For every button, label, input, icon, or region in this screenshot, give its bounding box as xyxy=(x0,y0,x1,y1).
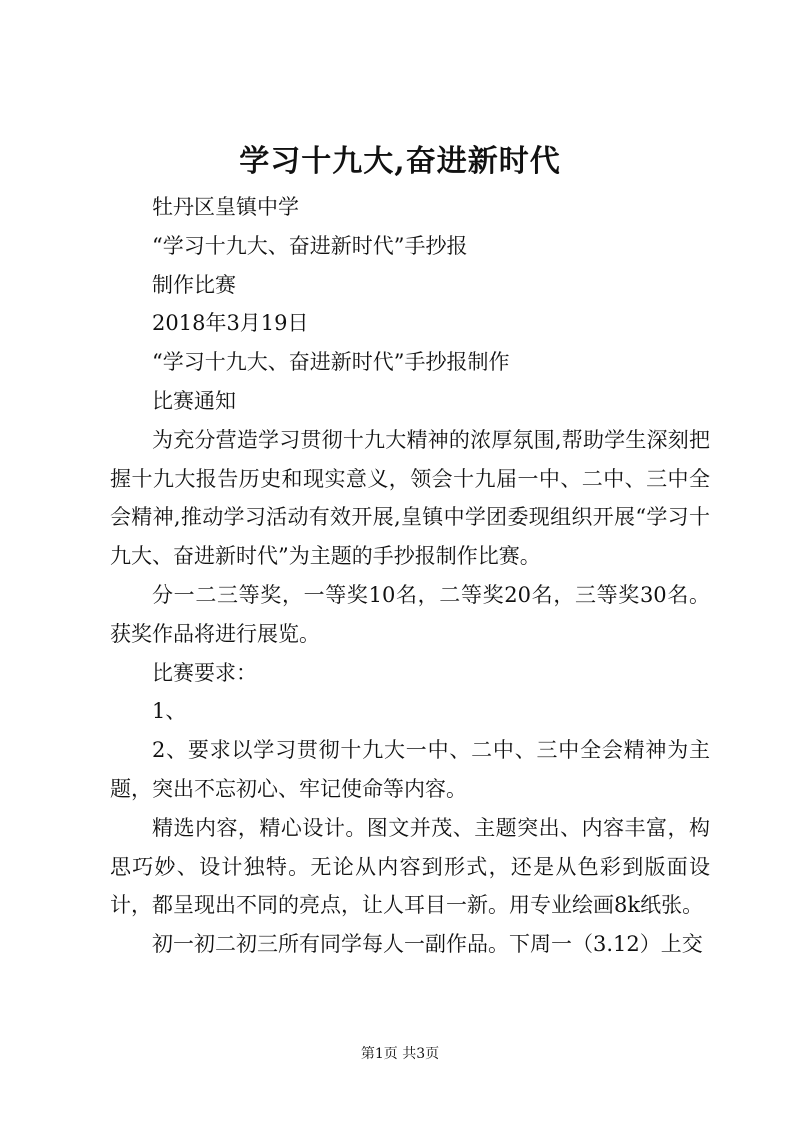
document-body xyxy=(110,188,710,964)
page-number-footer: 第1页 共3页 xyxy=(360,1046,440,1062)
paragraph-date: 2018年3月19日 xyxy=(152,311,309,336)
paragraph-contest-type: 制作比赛 xyxy=(152,272,236,297)
document-title: 学习十九大,奋进新时代 xyxy=(239,144,561,179)
paragraph-contest-name: “学习十九大、奋进新时代”手抄报 xyxy=(152,233,468,258)
paragraph-notice-title-1: “学习十九大、奋进新时代”手抄报制作 xyxy=(152,350,510,375)
paragraph-purpose: 为充分营造学习贯彻十九大精神的浓厚氛围,帮助学生深刻把握十九大报告历史和现实意义，领会十九届一中、二中、三中全会精神,推动学习活动有效开展,皇镇中学团委现组织开展“学习十九大、奋进新时代”为主题的手抄报制作比赛。 xyxy=(110,427,710,569)
paragraph-requirements-heading: 比赛要求： xyxy=(152,660,257,685)
paragraph-school: 牡丹区皇镇中学 xyxy=(152,195,299,219)
paragraph-design: 精选内容，精心设计。图文并茂、主题突出、内容丰富，构思巧妙、设计独特。无论从内容到形式，还是从色彩到版面设计，都呈现出不同的亮点，让人耳目一新。用专业绘画8k纸张。 xyxy=(110,815,710,918)
paragraph-requirement-1: 1、 xyxy=(152,699,187,724)
paragraph-submission: 初一初二初三所有同学每人一副作品。下周一（3.12）上交 xyxy=(152,932,703,957)
paragraph-awards: 分一二三等奖，一等奖10名，二等奖20名，三等奖30名。获奖作品将进行展览。 xyxy=(110,582,710,646)
paragraph-notice-title-2: 比赛通知 xyxy=(152,388,236,413)
paragraph-requirement-2: 2、要求以学习贯彻十九大一中、二中、三中全会精神为主题，突出不忘初心、牢记使命等内容。 xyxy=(110,738,710,801)
